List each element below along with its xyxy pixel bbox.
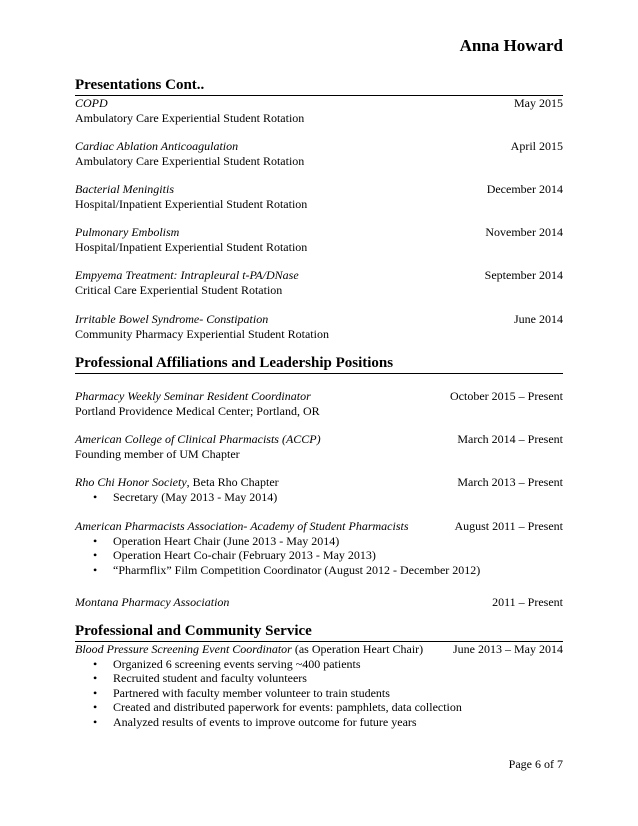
entry-date: June 2014: [514, 312, 563, 326]
list-item: • Recruited student and faculty volunteers: [75, 671, 563, 686]
list-item: • Organized 6 screening events serving ~400 patients: [75, 657, 563, 672]
entry-date: May 2015: [514, 96, 563, 110]
entry-date: December 2014: [486, 182, 563, 196]
entry-title: Rho Chi Honor Society: [75, 475, 187, 489]
entry-subtitle: Portland Providence Medical Center; Portland, OR: [75, 403, 320, 418]
section-heading-presentations: Presentations Cont..: [75, 76, 563, 96]
entry-date: June 2013 – May 2014: [453, 642, 563, 656]
service-entry: [75, 642, 563, 729]
entry-title: Bacterial Meningitis: [75, 182, 174, 196]
entry-subtitle: Critical Care Experiential Student Rotation: [75, 282, 283, 297]
bullet-list: [75, 657, 563, 730]
entry-date: November 2014: [485, 225, 563, 239]
entry-subtitle: Hospital/Inpatient Experiential Student Rotation: [75, 239, 308, 254]
list-item: • Analyzed results of events to improve outcome for future years: [75, 715, 563, 730]
list-item: • “Pharmflix” Film Competition Coordinator (August 2012 - December 2012): [75, 563, 563, 578]
entry-title: American College of Clinical Pharmacists (ACCP): [75, 432, 321, 446]
entry-subtitle: Hospital/Inpatient Experiential Student Rotation: [75, 196, 308, 211]
entry-date: 2011 – Present: [492, 595, 563, 609]
page-number: Page 6 of 7: [508, 757, 563, 771]
presentation-entry: [75, 182, 563, 211]
entry-date: October 2015 – Present: [450, 389, 563, 403]
entry-subtitle: Founding member of UM Chapter: [75, 446, 240, 461]
applicant-name: Anna Howard: [459, 36, 563, 55]
affiliation-entry: [75, 519, 563, 577]
entry-title: COPD: [75, 96, 108, 110]
bullet-list: [75, 490, 563, 505]
entry-title: American Pharmacists Association- Academy of Student Pharmacists: [75, 519, 409, 533]
entry-title: Irritable Bowel Syndrome- Constipation: [75, 312, 269, 326]
entry-title-suffix: , Beta Rho Chapter: [186, 475, 279, 489]
entry-title: Cardiac Ablation Anticoagulation: [75, 139, 239, 153]
entry-date: August 2011 – Present: [454, 519, 563, 533]
bullet-list: [75, 534, 563, 578]
affiliation-entry: [75, 432, 563, 461]
presentation-entry: [75, 312, 563, 341]
entry-title: Pulmonary Embolism: [75, 225, 180, 239]
presentation-entry: [75, 96, 563, 125]
affiliation-entry: [75, 389, 563, 418]
section-heading-affiliations: Professional Affiliations and Leadership Positions: [75, 354, 563, 374]
affiliation-entry: [75, 595, 563, 610]
presentation-entry: [75, 139, 563, 168]
entry-title: Blood Pressure Screening Event Coordinator: [75, 642, 292, 656]
entry-subtitle: Ambulatory Care Experiential Student Rotation: [75, 153, 305, 168]
list-item: • Operation Heart Chair (June 2013 - May 2014): [75, 534, 563, 549]
presentation-entry: [75, 268, 563, 297]
list-item: • Secretary (May 2013 - May 2014): [75, 490, 563, 505]
entry-title: Montana Pharmacy Association: [75, 595, 230, 609]
entry-date: March 2013 – Present: [457, 475, 563, 489]
list-item: • Operation Heart Co-chair (February 2013 - May 2013): [75, 548, 563, 563]
list-item: • Created and distributed paperwork for events: pamphlets, data collection: [75, 700, 563, 715]
entry-title: Empyema Treatment: Intrapleural t-PA/DNase: [75, 268, 299, 282]
entry-date: March 2014 – Present: [457, 432, 563, 446]
entry-date: April 2015: [510, 139, 563, 153]
entry-subtitle: Community Pharmacy Experiential Student Rotation: [75, 326, 329, 341]
entry-date: September 2014: [484, 268, 563, 282]
entry-subtitle: Ambulatory Care Experiential Student Rotation: [75, 110, 305, 125]
entry-title-suffix: (as Operation Heart Chair): [291, 642, 424, 656]
affiliation-entry: [75, 475, 563, 504]
presentation-entry: [75, 225, 563, 254]
section-heading-service: Professional and Community Service: [75, 622, 563, 642]
list-item: • Partnered with faculty member volunteer to train students: [75, 686, 563, 701]
entry-title: Pharmacy Weekly Seminar Resident Coordinator: [75, 389, 311, 403]
